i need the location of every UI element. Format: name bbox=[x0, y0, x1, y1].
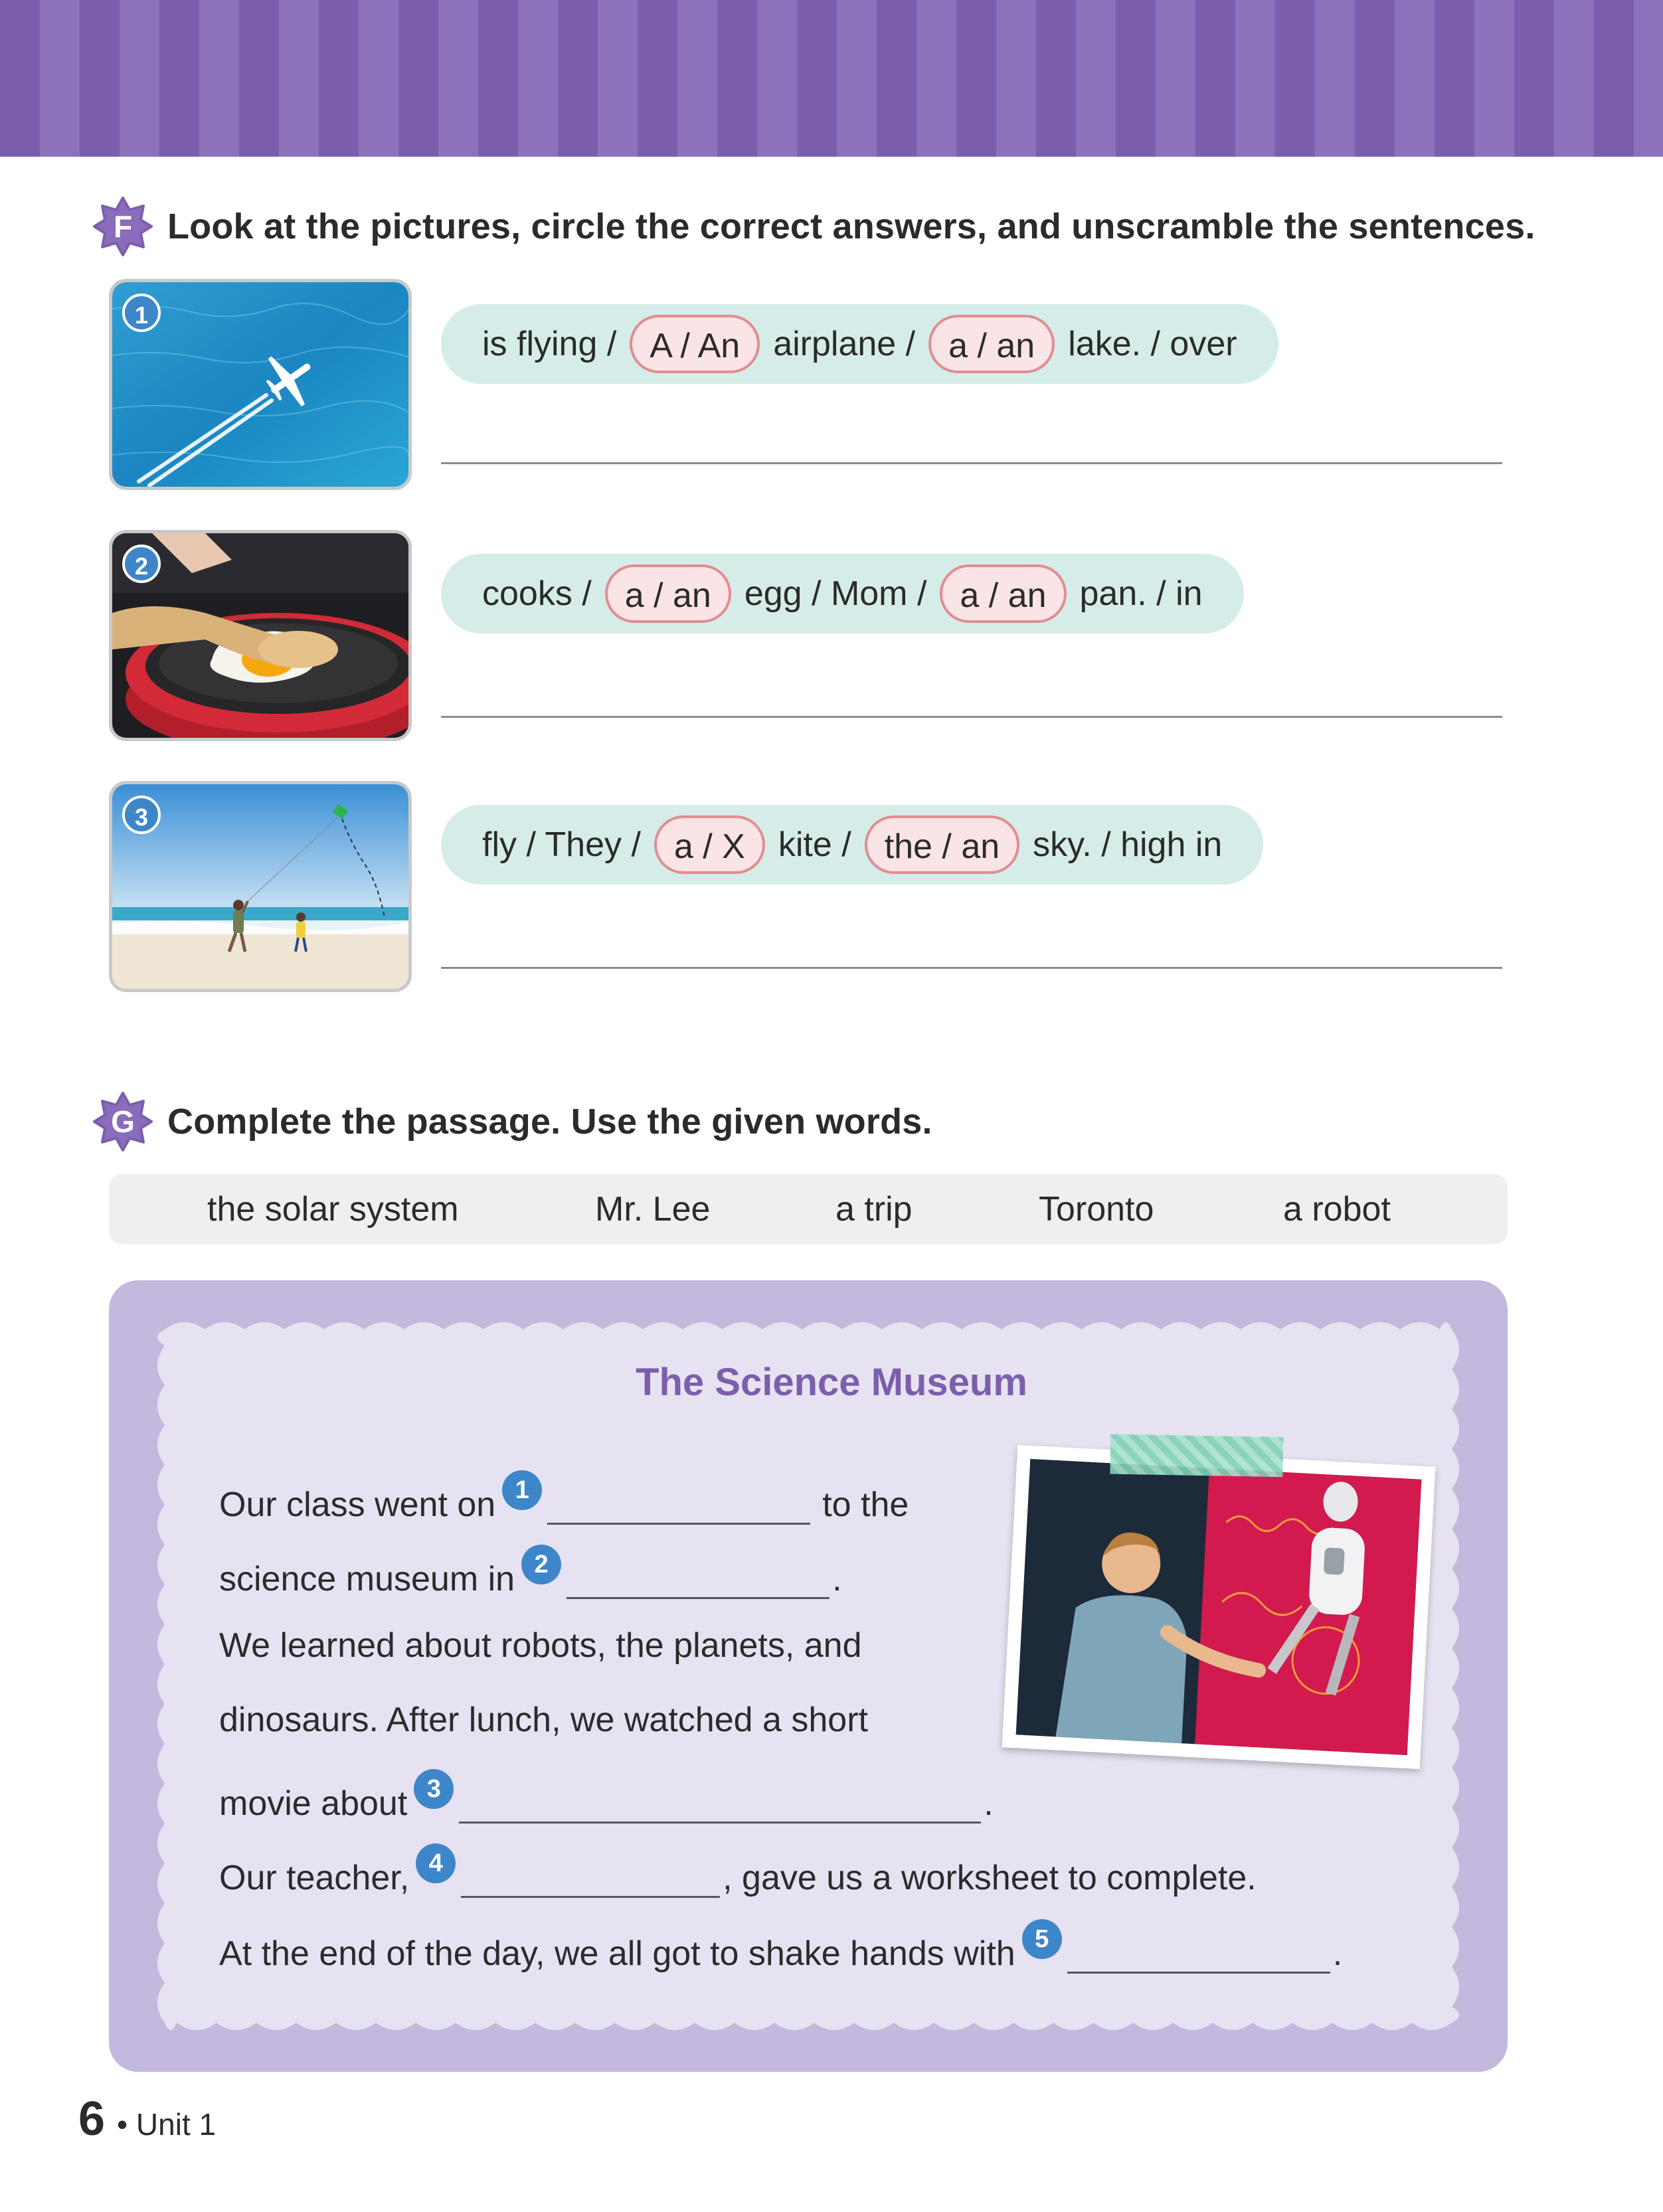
tape-strip bbox=[1110, 1434, 1283, 1478]
passage-text: Our class went on bbox=[219, 1486, 496, 1524]
article-choice[interactable]: a / an bbox=[940, 564, 1066, 623]
blank-5[interactable] bbox=[1067, 1937, 1330, 1974]
passage-line-5 bbox=[219, 1774, 994, 1824]
word-part: egg / Mom / bbox=[744, 574, 927, 613]
item-2-number: 2 bbox=[122, 545, 161, 583]
answer-line-2[interactable] bbox=[441, 716, 1502, 718]
article-choice[interactable]: the / an bbox=[865, 815, 1019, 874]
story-title: The Science Museum bbox=[636, 1361, 1027, 1404]
passage-text: We learned about robots, the planets, and bbox=[219, 1626, 862, 1665]
blank-3[interactable] bbox=[459, 1787, 981, 1824]
blank-number-1: 1 bbox=[502, 1470, 542, 1510]
blank-1[interactable] bbox=[547, 1488, 810, 1525]
blank-number-4: 4 bbox=[416, 1843, 456, 1883]
robot-photo bbox=[1002, 1445, 1435, 1769]
passage-line-3 bbox=[219, 1626, 861, 1665]
article-choice[interactable]: A / An bbox=[630, 315, 760, 373]
passage-text: science museum in bbox=[219, 1560, 515, 1598]
article-choice[interactable]: a / an bbox=[928, 315, 1055, 373]
word-bank-item: Toronto bbox=[1039, 1190, 1154, 1229]
passage-text: . bbox=[832, 1560, 842, 1598]
section-g-instruction: Complete the passage. Use the given words. bbox=[167, 1102, 932, 1142]
blank-number-5: 5 bbox=[1022, 1919, 1062, 1959]
header-band bbox=[0, 0, 1663, 157]
blank-number-3: 3 bbox=[414, 1769, 454, 1809]
passage-line-2 bbox=[219, 1550, 842, 1599]
word-part: lake. / over bbox=[1068, 325, 1237, 363]
scrambled-sentence-3 bbox=[441, 805, 1263, 885]
answer-line-1[interactable] bbox=[441, 462, 1502, 464]
article-choice[interactable]: a / an bbox=[605, 564, 731, 623]
scrambled-sentence-2 bbox=[441, 554, 1244, 634]
passage-text: . bbox=[1332, 1934, 1343, 1973]
word-part: is flying / bbox=[482, 325, 617, 363]
word-part: sky. / high in bbox=[1033, 825, 1223, 864]
section-g-letter: G bbox=[111, 1104, 135, 1139]
scrambled-sentence-1 bbox=[441, 304, 1278, 384]
passage-line-1 bbox=[219, 1476, 909, 1525]
word-bank-item: Mr. Lee bbox=[595, 1190, 711, 1229]
word-part: kite / bbox=[778, 825, 851, 864]
word-bank-item: a trip bbox=[835, 1190, 913, 1229]
passage-text: dinosaurs. After lunch, we watched a short bbox=[219, 1701, 868, 1739]
unit-label: • Unit 1 bbox=[117, 2107, 217, 2142]
word-part: pan. / in bbox=[1079, 574, 1203, 613]
section-f-badge bbox=[93, 197, 153, 256]
item-3-number: 3 bbox=[122, 796, 161, 834]
section-f-letter: F bbox=[113, 209, 133, 244]
page-footer bbox=[78, 2092, 216, 2146]
section-f-instruction: Look at the pictures, circle the correct answers, and unscramble the sentences. bbox=[167, 207, 1535, 246]
passage-text: , gave us a worksheet to complete. bbox=[723, 1859, 1257, 1897]
passage-text: Our teacher, bbox=[219, 1859, 410, 1897]
word-bank-item: the solar system bbox=[207, 1190, 459, 1229]
passage-text: movie about bbox=[219, 1784, 408, 1823]
blank-number-2: 2 bbox=[521, 1545, 561, 1584]
word-part: fly / They / bbox=[482, 825, 641, 864]
passage-line-6 bbox=[219, 1849, 1257, 1898]
passage-text: . bbox=[984, 1784, 994, 1823]
answer-line-3[interactable] bbox=[441, 967, 1502, 969]
section-f-heading bbox=[93, 197, 1535, 256]
item-1-number: 1 bbox=[122, 294, 161, 332]
section-g-badge bbox=[93, 1092, 153, 1151]
passage-line-7 bbox=[219, 1924, 1342, 1974]
blank-4[interactable] bbox=[461, 1861, 720, 1898]
word-bank-item: a robot bbox=[1283, 1190, 1391, 1229]
word-bank bbox=[109, 1174, 1508, 1244]
passage-text: to the bbox=[822, 1486, 909, 1524]
page-number: 6 bbox=[78, 2092, 106, 2146]
section-g-heading bbox=[93, 1092, 932, 1151]
article-choice[interactable]: a / X bbox=[654, 815, 765, 874]
passage-line-4 bbox=[219, 1700, 868, 1740]
word-part: cooks / bbox=[482, 574, 592, 613]
passage-text: At the end of the day, we all got to shake hands with bbox=[219, 1934, 1015, 1973]
blank-2[interactable] bbox=[567, 1563, 830, 1599]
word-part: airplane / bbox=[773, 325, 916, 363]
